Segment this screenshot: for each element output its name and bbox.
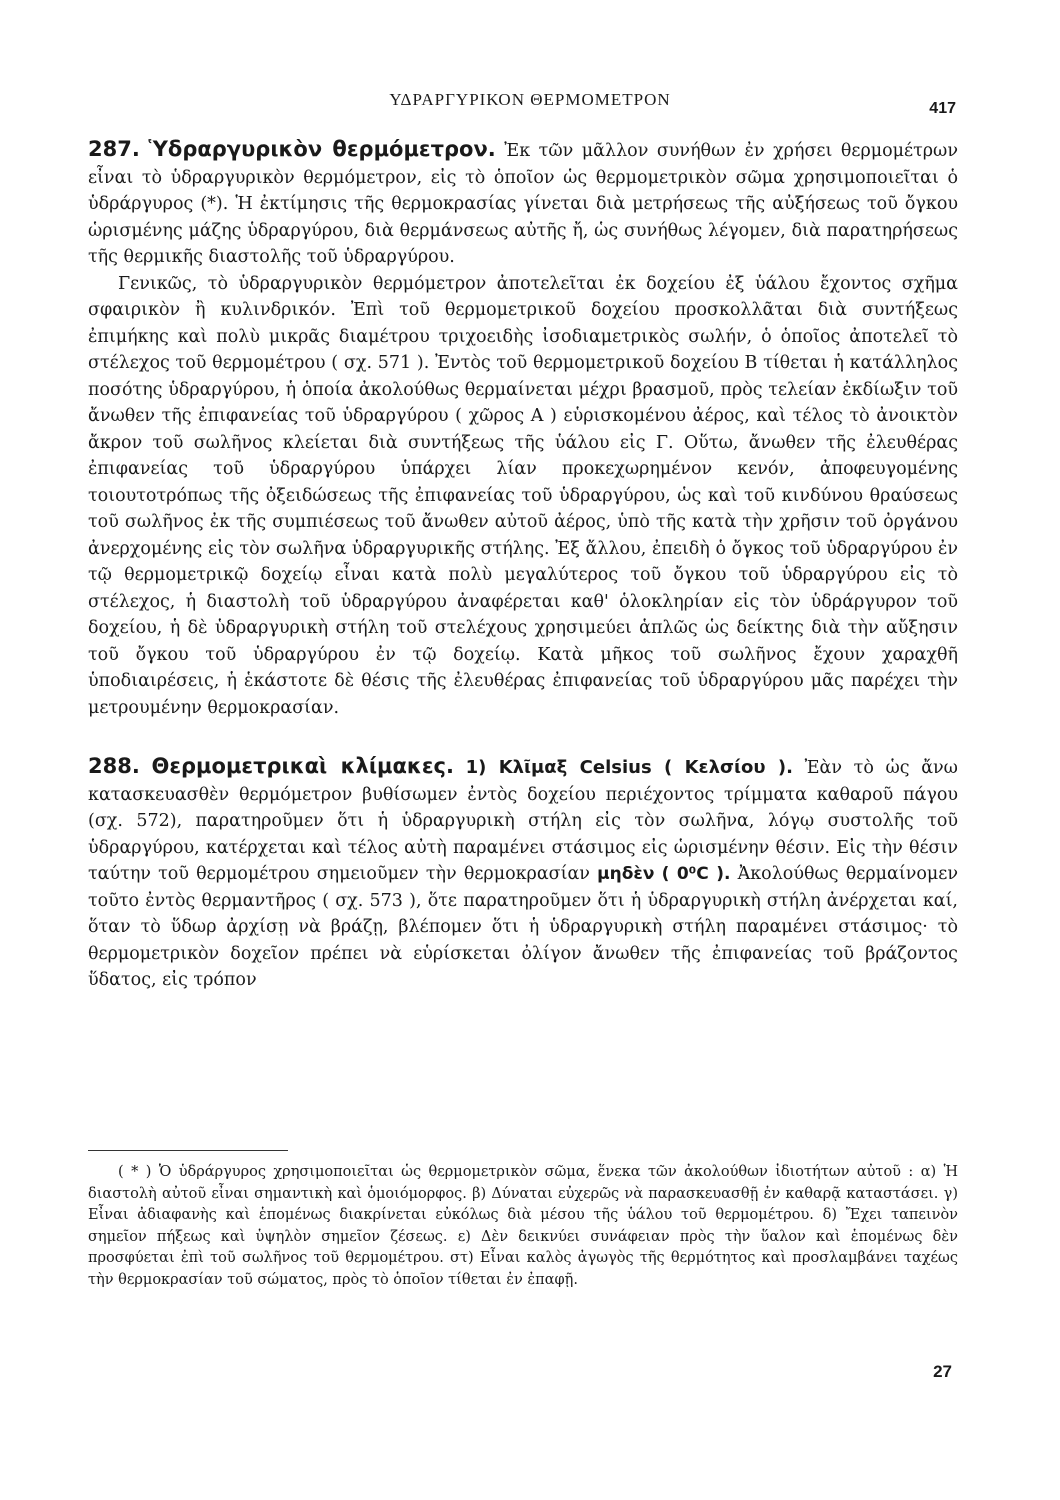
footnotes	[88, 1162, 958, 1291]
section-288-paragraph	[88, 753, 958, 994]
section-288-title: Θερμομετρικαὶ κλίμακες.	[151, 754, 454, 778]
page-number: 417	[929, 100, 956, 117]
footnote-text: ( * ) Ὁ ὑδράργυρος χρησιμοποιεῖται ὡς θερμομετρικὸν σῶμα, ἕνεκα τῶν ἀκολούθων ἰδιοτήτων αὐτοῦ : α) Ἡ διαστολὴ αὐτοῦ εἶναι σημαντικὴ καὶ ὁμοιόμορφος. β) Δύναται εὐχερῶς νὰ παρασκευασθῇ ἐν καθαρᾷ καταστάσει. γ) Εἶναι ἀδιαφανὴς καὶ ἑπομένως διακρίνεται εὐκόλως διὰ μέσου τῆς ὑάλου τοῦ θερμομέτρου. δ) Ἔχει ταπεινὸν σημεῖον πήξεως καὶ ὑψηλὸν σημεῖον ζέσεως. ε) Δὲν δεικνύει συνάφειαν πρὸς τὴν ὕαλον καὶ ἑπομένως δὲν προσφύεται ἐπὶ τοῦ σωλῆνος τοῦ θερμομέτρου. στ) Εἶναι καλὸς ἀγωγὸς τῆς θερμότητος καὶ προσλαμβάνει ταχέως τὴν θερμοκρασίαν τοῦ σώματος, πρὸς τὸ ὁποῖον τίθεται ἐν ἐπαφῇ.	[88, 1164, 958, 1288]
section-288-text-a: Ἐὰν τὸ ὡς ἄνω κατασκευασθὲν θερμόμετρον βυθίσωμεν ἐντὸς δοχείου περιέχοντος τρίμματα καθαροῦ πάγου (σχ. 572), παρατηροῦμεν ὅτι ἡ ὑδραργυρικὴ στήλη εἰς τὸν σωλῆνα, λόγῳ συστολῆς τοῦ ὑδραργύρου, κατέρχεται καὶ τέλος αὐτὴ παραμένει στάσιμος εἰς ὡρισμένην θέσιν. Εἰς τὴν θέσιν ταύτην τοῦ θερμομέτρου σημειοῦμεν τὴν θερμοκρασίαν	[88, 758, 958, 884]
section-287-number: 287.	[88, 137, 140, 161]
section-gap	[88, 721, 958, 753]
running-head: ΥΔΡΑΡΓΥΡΙΚΟΝ ΘΕΡΜΟΜΕΤΡΟΝ	[389, 90, 671, 109]
zero-value: ( 0⁰C ).	[661, 864, 731, 884]
section-287-title: Ὑδραργυρικὸν θερμόμετρον.	[148, 137, 496, 161]
section-288-number: 288.	[88, 754, 140, 778]
body-text	[88, 136, 958, 994]
section-287-paragraph-1	[88, 136, 958, 271]
signature-number: 27	[933, 1362, 952, 1381]
section-287-text-1: Ἐκ τῶν μᾶλλον συνήθων ἐν χρήσει θερμομέτρων εἶναι τὸ ὑδραργυρικὸν θερμόμετρον, εἰς τὸ ὁποῖον ὡς θερμομετρικὸν σῶμα χρησιμοποιεῖται ὁ ὑδράργυρος (*). Ἡ ἐκτίμησις τῆς θερμοκρασίας γίνεται διὰ μετρήσεως τῆς αὐξήσεως τοῦ ὄγκου ὡρισμένης μάζης ὑδραργύρου, διὰ θερμάνσεως αὐτῆς ἤ, ὡς συνήθως λέγομεν, διὰ παρατηρήσεως τῆς θερμικῆς διαστολῆς τοῦ ὑδραργύρου.	[88, 141, 958, 267]
section-287-paragraph-2: Γενικῶς, τὸ ὑδραργυρικὸν θερμόμετρον ἀποτελεῖται ἐκ δοχείου ἐξ ὑάλου ἔχοντος σχῆμα σφαιρικὸν ἢ κυλινδρικόν. Ἐπὶ τοῦ θερμομετρικοῦ δοχείου προσκολλᾶται διὰ συντήξεως ἐπιμήκης καὶ πολὺ μικρᾶς διαμέτρου τριχοειδὴς ἰσοδιαμετρικὸς σωλήν, ὁ ὁποῖος ἀποτελεῖ τὸ στέλεχος τοῦ θερμομέτρου ( σχ. 571 ). Ἐντὸς τοῦ θερμομετρικοῦ δοχείου Β τίθεται ἡ κατάλληλος ποσότης ὑδραργύρου, ἡ ὁποία ἀκολούθως θερμαίνεται μέχρι βρασμοῦ, πρὸς τελείαν ἐκδίωξιν τοῦ ἄνωθεν τῆς ἐπιφανείας τοῦ ὑδραργύρου ( χῶρος Α ) εὑρισκομένου ἀέρος, καὶ τέλος τὸ ἀνοικτὸν ἄκρον τοῦ σωλῆνος κλείεται διὰ συντήξεως τῆς ὑάλου εἰς Γ. Οὕτω, ἄνωθεν τῆς ἐλευθέρας ἐπιφανείας τοῦ ὑδραργύρου ὑπάρχει λίαν προκεχωρημένον κενόν, ἀποφευγομένης τοιουτοτρόπως τῆς ὀξειδώσεως τῆς ἐπιφανείας τοῦ ὑδραργύρου, ὡς καὶ τοῦ κινδύνου θραύσεως τοῦ σωλῆνος ἐκ τῆς συμπιέσεως τοῦ ἄνωθεν αὐτοῦ ἀέρος, ὑπὸ τῆς κατὰ τὴν χρῆσιν τοῦ ὀργάνου ἀνερχομένης εἰς τὸν σωλῆνα ὑδραργυρικῆς στήλης. Ἐξ ἄλλου, ἐπειδὴ ὁ ὄγκος τοῦ ὑδραργύρου ἐν τῷ θερμομετρικῷ δοχείῳ εἶναι κατὰ πολὺ μεγαλύτερος τοῦ ὄγκου τοῦ ὑδραργύρου εἰς τὸ στέλεχος, ἡ διαστολὴ τοῦ ὑδραργύρου ἀναφέρεται καθ' ὁλοκληρίαν εἰς τὸν ὑδράργυρον τοῦ δοχείου, ἡ δὲ ὑδραργυρικὴ στήλη τοῦ στελέχους χρησιμεύει ἁπλῶς ὡς δείκτης διὰ τὴν αὔξησιν τοῦ ὄγκου τοῦ ὑδραργύρου ἐν τῷ δοχείῳ. Κατὰ μῆκος τοῦ σωλῆνος ἔχουν χαραχθῆ ὑποδιαιρέσεις, ἡ ἑκάστοτε δὲ θέσις τῆς ἐλευθέρας ἐπιφανείας τοῦ ὑδραργύρου μᾶς παρέχει τὴν μετρουμένην θερμοκρασίαν.	[88, 273, 958, 718]
footnote-rule	[88, 1150, 288, 1151]
section-288-text-b: Ἀκολούθως θερμαίνομεν τοῦτο ἐντὸς θερμαντῆρος ( σχ. 573 ), ὅτε παρατηροῦμεν ὅτι ἡ ὑδραργυρικὴ στήλη ἀνέρχεται καί, ὅταν τὸ ὕδωρ ἀρχίσῃ νὰ βράζῃ, βλέπομεν ὅτι ἡ ὑδραργυρικὴ στήλη παραμένει στάσιμος· τὸ θερμομετρικὸν δοχεῖον πρέπει νὰ εὑρίσκεται ὀλίγον ἄνωθεν τῆς ἐπιφανείας τοῦ βράζοντος ὕδατος, εἰς τρόπον	[88, 864, 958, 990]
zero-word: μηδὲν	[597, 864, 655, 884]
subsection-celsius-title: 1) Κλῖμαξ Celsius ( Κελσίου ).	[465, 757, 793, 778]
